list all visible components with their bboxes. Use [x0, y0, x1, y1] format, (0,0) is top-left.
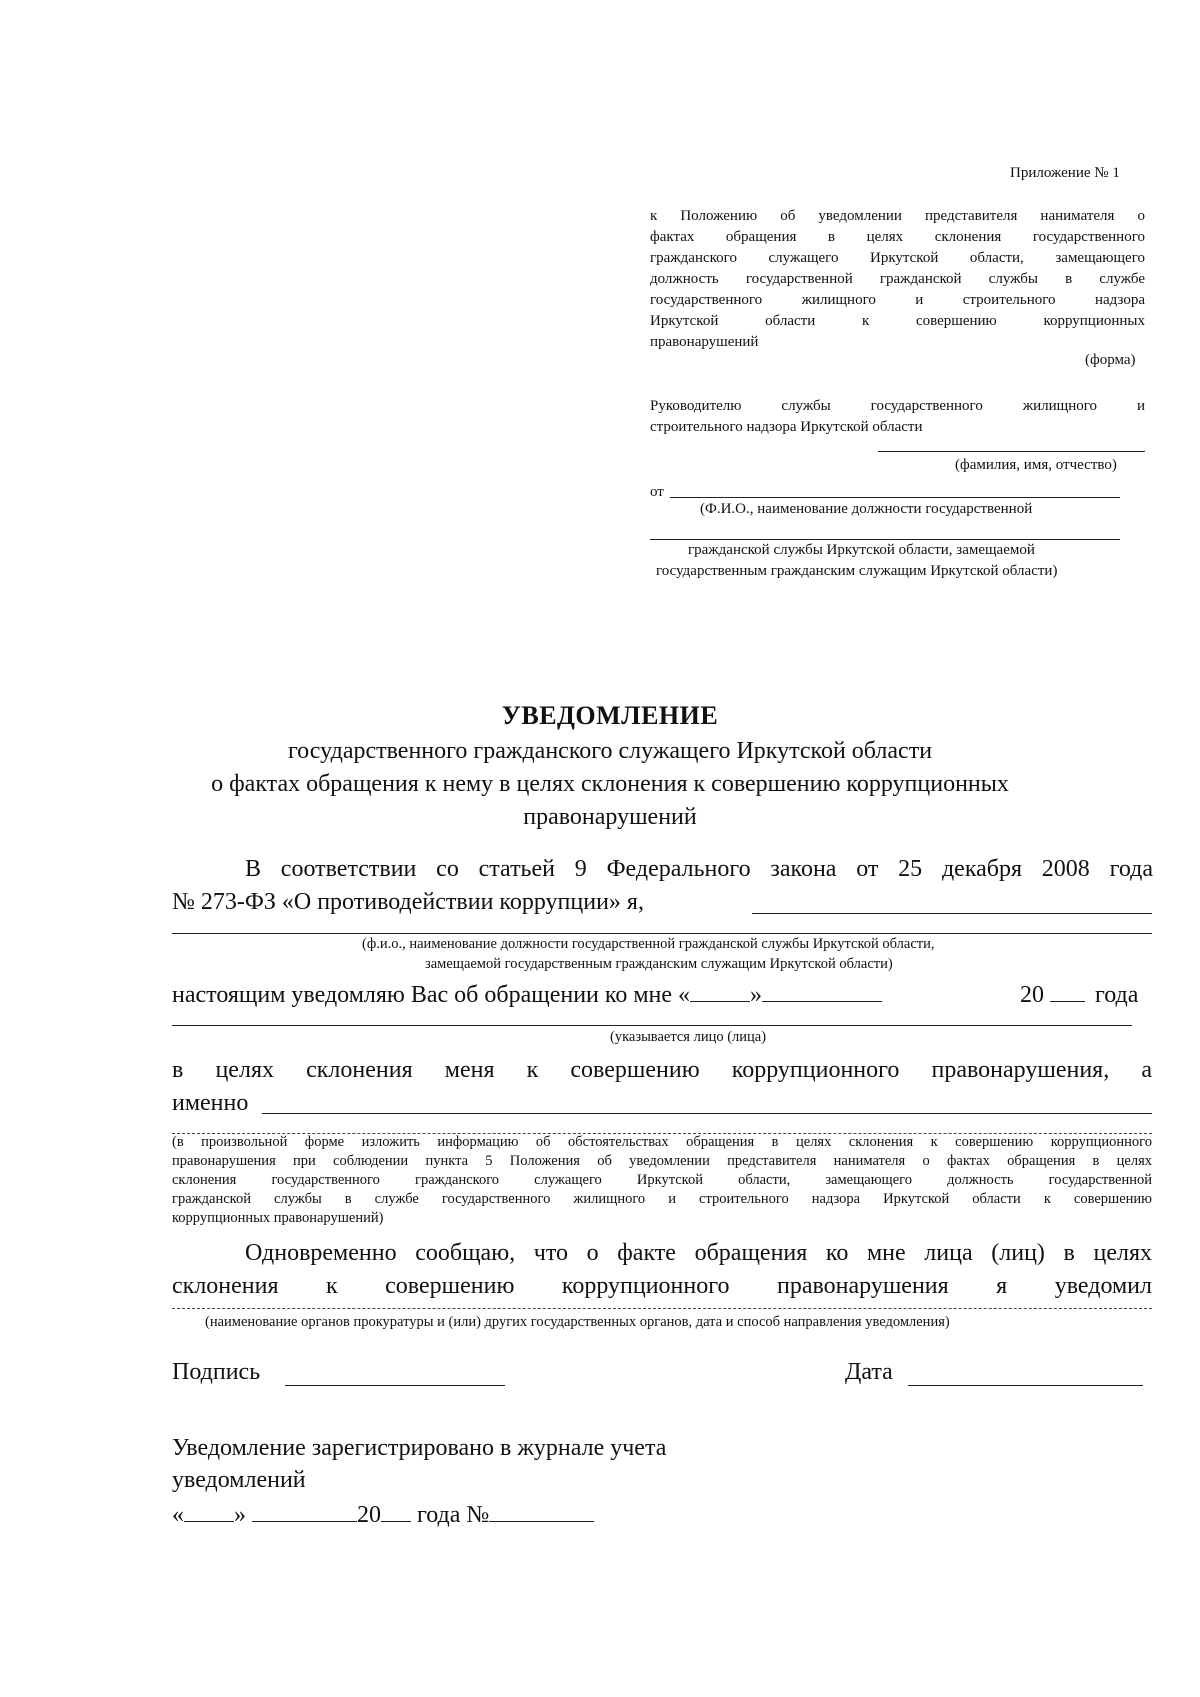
paragraph-1-line-2: № 273-ФЗ «О противодействии коррупции» я,: [172, 889, 644, 915]
paragraph-2-line-2: именно: [172, 1090, 249, 1116]
reg-month-field[interactable]: [252, 1497, 357, 1522]
namely-line[interactable]: [262, 1113, 1152, 1114]
signature-label: Подпись: [172, 1359, 261, 1385]
signature-field[interactable]: [285, 1385, 505, 1386]
reg-day-field[interactable]: [184, 1497, 234, 1522]
addressee-block: [650, 396, 1145, 438]
notify-prefix: настоящим уведомляю Вас об обращении ко мне «: [172, 982, 691, 1008]
title-line-3: правонарушений: [523, 804, 697, 830]
notify-close-quote: »: [750, 982, 763, 1008]
title-line-1: государственного гражданского служащего Иркутской области: [287, 738, 933, 764]
registration-date-line: [172, 1497, 594, 1531]
reg-year-prefix: 20: [357, 1502, 381, 1528]
addressee-line: Руководителю службы государственного жилищного и: [650, 398, 1145, 414]
regulation-line: гражданского служащего Иркутской области, замещающего: [650, 250, 1145, 266]
person-line[interactable]: [172, 1025, 1132, 1026]
regulation-line: фактах обращения в целях склонения государственного: [650, 229, 1145, 245]
paragraph-3-line-1: Одновременно сообщаю, что о факте обращения ко мне лица (лиц) в целях: [245, 1240, 1152, 1266]
appendix-label: Приложение № 1: [1010, 165, 1120, 181]
declarant-position-line[interactable]: [172, 933, 1152, 934]
notify-year: [1020, 977, 1138, 1011]
caption-1-line-1: (ф.и.о., наименование должности государственной гражданской службы Иркутской области,: [362, 936, 935, 952]
paragraph-1-line-1: В соответствии со статьей 9 Федерального закона от 25 декабря 2008 года: [245, 856, 1153, 882]
reg-close-quote: »: [234, 1502, 246, 1528]
declarant-name-line[interactable]: [752, 913, 1152, 914]
registered-line-2: уведомлений: [172, 1467, 306, 1493]
paragraph-3-line-2: склонения к совершению коррупционного правонарушения я уведомил: [172, 1273, 1152, 1299]
reg-open-quote: «: [172, 1502, 184, 1528]
regulation-line: Иркутской области к совершению коррупционных: [650, 313, 1145, 329]
form-label: (форма): [1085, 352, 1136, 368]
from-caption-2: гражданской службы Иркутской области, замещаемой: [688, 542, 1035, 558]
regulation-line: должность государственной гражданской службы в службе: [650, 271, 1145, 287]
regulation-line: правонарушений: [650, 334, 759, 350]
paragraph-2-line-1: в целях склонения меня к совершению коррупционного правонарушения, а: [172, 1057, 1152, 1083]
fio-caption: (фамилия, имя, отчество): [955, 457, 1117, 473]
regulation-line: к Положению об уведомлении представителя нанимателя о: [650, 208, 1145, 224]
notify-year-field[interactable]: [1050, 977, 1085, 1002]
reg-number-field[interactable]: [489, 1497, 594, 1522]
caption-3-line: (в произвольной форме изложить информацию об обстоятельствах обращения в целях склонения к совершению коррупционного: [172, 1134, 1152, 1150]
caption-4: (наименование органов прокуратуры и (или) других государственных органов, дата и способ направления уведомления): [205, 1314, 950, 1330]
caption-3-line: склонения государственного гражданского служащего Иркутской области, замещающего должность государственной: [172, 1172, 1152, 1188]
registered-line-1: Уведомление зарегистрировано в журнале учета: [172, 1435, 667, 1461]
notify-year-prefix: 20: [1020, 982, 1044, 1008]
date-field[interactable]: [908, 1385, 1143, 1386]
addressee-line: строительного надзора Иркутской области: [650, 419, 923, 435]
notify-month-field[interactable]: [762, 977, 882, 1002]
regulation-reference: [650, 206, 1145, 353]
date-label: Дата: [845, 1359, 893, 1385]
notify-day-field[interactable]: [690, 977, 750, 1002]
addressee-fio-line[interactable]: [878, 451, 1145, 452]
caption-2: (указывается лицо (лица): [610, 1029, 767, 1045]
from-label: от: [650, 484, 664, 500]
document-title: УВЕДОМЛЕНИЕ: [501, 701, 719, 730]
from-name-line[interactable]: [670, 497, 1120, 498]
from-caption-1: (Ф.И.О., наименование должности государственной: [700, 501, 1033, 517]
notify-line: [172, 977, 882, 1011]
from-caption-3: государственным гражданским служащим Иркутской области): [656, 563, 1058, 579]
caption-3-line: правонарушения при соблюдении пункта 5 Положения об уведомлении представителя нанимателя о фактах обращения в целях: [172, 1153, 1152, 1169]
caption-3-line: коррупционных правонарушений): [172, 1210, 384, 1226]
caption-1-line-2: замещаемой государственным гражданским служащим Иркутской области): [425, 956, 893, 972]
title-line-2: о фактах обращения к нему в целях склонения к совершению коррупционных: [211, 771, 1009, 797]
notify-year-suffix: года: [1095, 982, 1139, 1008]
reg-year-suffix: года №: [417, 1502, 490, 1528]
caption-3-line: гражданской службы в службе государственного жилищного и строительного надзора Иркутской области к совершению: [172, 1191, 1152, 1207]
regulation-line: государственного жилищного и строительного надзора: [650, 292, 1145, 308]
reg-year-field[interactable]: [381, 1497, 411, 1522]
authorities-line[interactable]: [172, 1308, 1152, 1309]
caption-3: [172, 1133, 1152, 1228]
